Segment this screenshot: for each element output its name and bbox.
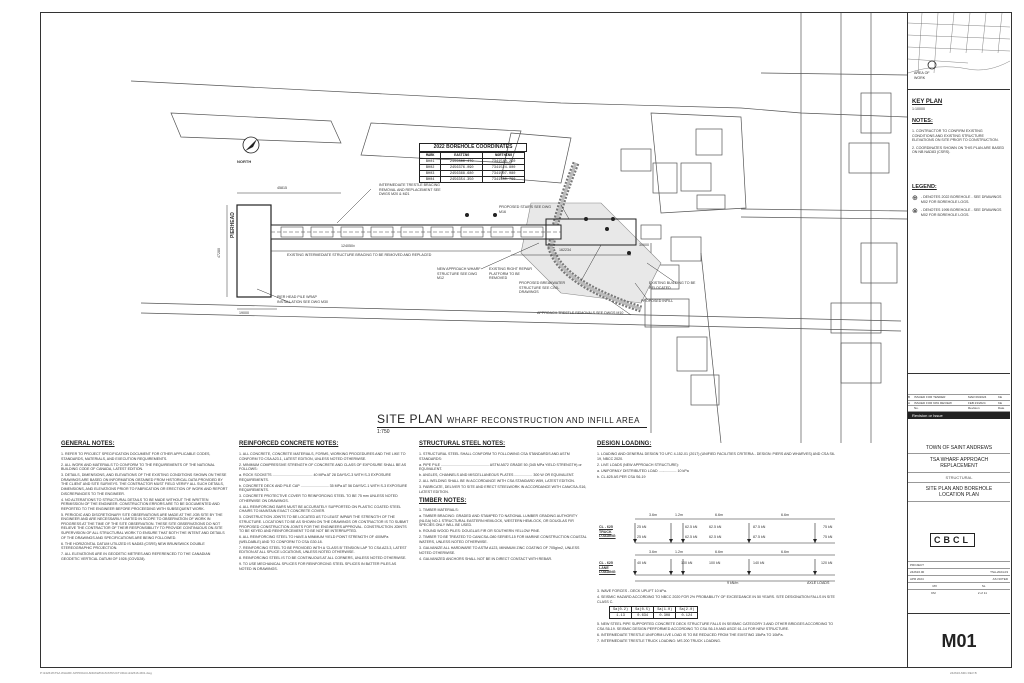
note-item: b. ANGLES, CHANNELS AND MISCELLANEOUS PLATES .................. 300 W OR EQUIVALENT.	[419, 473, 575, 478]
note-item: 3. CONCRETE PROTECTIVE COVER TO REINFORCING STEEL TO BE 75 mm UNLESS NOTED OTHERWISE ON DRAWINGS.	[239, 494, 398, 503]
truck-load: 75 kN	[823, 525, 833, 529]
north-label: NORTH	[237, 159, 252, 164]
note-item: 9. TO USE MECHANICAL SPLICES FOR REINFORCING STEEL SPLICES IN BATTER PILES AS NOTED IN DRAWINGS.	[239, 562, 397, 571]
label-pile-wrap: PIER HEAD PILE WRAP INSTALLATION SEE DWG M30	[277, 295, 328, 304]
note-item: 7. REINFORCING STEEL TO BE PROVIDED WITH A 'CLASS B' TENSION LAP TO CSA A23.3, LATEST EDITION AT ALL SPLICE LOCATIONS, UNLESS NOTED OTHERWISE.	[239, 545, 407, 555]
lane-axle: 140 kN	[753, 561, 765, 565]
bh-cell: BH01	[420, 159, 441, 165]
note-item: 1. STRUCTURAL STEEL SHALL CONFORM TO FOLLOWING CSA STANDARDS AND ASTM STANDARDS:	[419, 452, 570, 461]
note-item: 2. ALL WORK AND MATERIALS TO CONFORM TO THE REQUIREMENTS OF THE NATIONAL BUILDING CODE OF CANADA, LATEST EDITION.	[61, 462, 215, 472]
client-name: TOWN OF SAINT ANDREWS	[908, 441, 1010, 454]
note-item: 3. GALVANIZE ALL HARDWARE TO ASTM A123, MINIMUM ZINC COATING OF 705g/m2, UNLESS NOTED OTHERWISE.	[419, 546, 580, 555]
area-of-work-label: AREA OF WORK	[914, 71, 930, 80]
design-loading	[597, 441, 837, 481]
meta-value: SL	[981, 584, 986, 588]
truck-axle: 25 kN	[637, 535, 647, 539]
title-block	[908, 12, 1012, 668]
project-info	[908, 441, 1010, 502]
truck-loading-label: CL - 625 TRUCK LOADING	[599, 525, 616, 539]
rev-date: MAR 09/2024	[968, 395, 987, 399]
label-relocate: EXISTING BUILDING TO BE RELOCATED	[649, 281, 696, 290]
truck-spacing: 6.6m	[781, 513, 789, 517]
truck-axle: 87.5 kN	[753, 535, 766, 539]
cbcl-logo-text: CBCL	[930, 533, 975, 547]
sheet-title: SITE PLAN AND BOREHOLE LOCATION PLAN	[908, 483, 1010, 502]
site-plan-drawing	[41, 13, 907, 443]
bh-cell: 7341480.790	[483, 177, 525, 183]
rev-date: FEB 23/2024	[968, 400, 986, 405]
rev-desc: ISSUED FOR 90% REVIEW	[914, 400, 952, 405]
legend-title: LEGEND:	[912, 184, 937, 190]
note-item: 1. LOADING AND GENERAL DESIGN TO UFC 4-152-01 (2017) (UNIFIED FACILITIES CRITERIA - DESIGN: PIERS AND WHARVES) AND CSA S6-19, NBCC 2020.	[597, 452, 836, 461]
note-item: b. CONCRETE DECK AND PILE CAP ............................ 35 MPa AT 56 DAYS/C-1 WITH S-3 EXPOSURE REQUIREMENTS.	[239, 483, 408, 493]
note-item: 3. FABRICATE, DELIVER TO SITE AND ERECT STEELWORK IN ACCORDANCE WITH CAN/CSA-S16, LATEST EDITION.	[419, 485, 587, 494]
bh-cell: 7341540.250	[483, 159, 525, 165]
meta-value: 2	[977, 591, 980, 595]
note-item: a. PIPE PILE ................................................ ASTM A572 GRADE 50 (345 MPa YIELD STRENGTH) or EQUIVALENT.	[419, 462, 582, 472]
dim-bottom: 19000	[239, 311, 249, 315]
note-item: 7. ALL ELEVATIONS ARE IN GEODETIC METRES AND REFERENCED TO THE CANADIAN GEODETIC VERTICAL DATUM OF 1928 (CGVD28).	[61, 552, 211, 561]
revision-caption: Revision or Issue	[908, 412, 1010, 419]
note-item: a. ROCK SOCKETS ........................................ 40 MPa AT 28 DAYS/C-3 WITH S-3 EXPOSURE REQUIREMENTS.	[239, 473, 391, 482]
bh-col-mark: MARK	[420, 153, 441, 159]
rev-by: KE	[998, 395, 1003, 399]
meta-value: KM	[931, 591, 936, 595]
footer-ref: 242616-M01 REV B	[950, 671, 977, 675]
borehole-1995-icon: ⊗	[912, 208, 918, 216]
truck-axle: 62.5 kN	[685, 535, 698, 539]
lane-spacing: 1.2m	[675, 550, 683, 554]
dim-mid: 124050±	[341, 244, 355, 248]
note-item: 5. PERIODIC AND DISCRETIONARY SITE OBSERVATIONS ARE MADE AT THE JOB SITE BY THE ENGINEER AND ARE NECESSARILY LIMITED IN SCOPE TO OBSERVATION OF WORK IN PROGRESS AT THE TIME OF THE SITE OBSERVATION. THESE SITE OBSERVATIONS DO NOT RELIEVE THE CONTRACTOR OF THEIR RESPONSIBILITY TO PROVIDE CONTINUOUS ON-SITE SUPERVISION OF ALL STRUCTURAL WORK TO ENSURE THAT BOTH THE INTENT AND DETAILS OF THE DRAWINGS AND SPECIFICATIONS ARE BEING FOLLOWED.	[61, 512, 225, 540]
meta-value: 11	[983, 591, 987, 595]
meta-value: of	[980, 591, 983, 595]
note-item: 5. NEW STEEL PIPE SUPPORTED CONCRETE DECK STRUCTURE FALLS IN SEISMIC CATEGORY 3 AND OTHER BRIDGES ACCORDING TO CSA S6-19. SEISMIC DESIGN PERFORMED ACCORDING TO CSA S6-19 AND ASCE 61-14 FOR NEW STRUCTURE.	[597, 622, 834, 631]
truck-spacing: 3.6m	[649, 513, 657, 517]
meta-value: PROJECT	[910, 563, 925, 567]
plan-scale: 1:750	[377, 429, 390, 435]
truck-load: 25 kN	[637, 525, 647, 529]
drawing-number-box	[908, 613, 1010, 668]
note-item: 2. LIVE LOADS (NEW APPROACH STRUCTURE):	[597, 462, 679, 467]
lane-loading-label: CL - 625 LANE LOADING	[599, 561, 616, 575]
rev-by: Date	[998, 406, 1005, 411]
note-item: 2. MINIMUM COMPRESSIVE STRENGTH OF CONCRETE AND CLASS OF EXPOSURE SHALL BE AS FOLLOWS:	[239, 462, 407, 472]
label-trestle-removals: APPROACH TRESTLE REMOVALS SEE DWGS M10	[537, 311, 624, 315]
bh-col-northing: NORTHING	[483, 153, 525, 159]
sheet-meta	[908, 561, 1010, 596]
note-item: 1. CONTRACTOR TO CONFIRM EXISTING CONDITIONS AND EXISTING STRUCTURE ELEVATIONS ON SITE PRIOR TO CONSTRUCTION.	[912, 129, 999, 143]
plan-title-main: SITE PLAN	[377, 412, 443, 426]
note-item: 2. TIMBER TO BE TREATED TO CAN/CSA-O80 SERIES-15 FOR MARINE CONSTRUCTION COASTAL WATERS, UNLESS NOTED OTHERWISE.	[419, 535, 587, 545]
project-name: TSA WHARF APPROACH REPLACEMENT	[908, 454, 1010, 473]
dim-top: 45815	[277, 186, 287, 190]
lane-spacing: 6.6m	[715, 550, 723, 554]
note-item: 4. GALVANIZED ANCHORS SHALL NOT BE IN DIRECT CONTACT WITH REBAR.	[419, 556, 553, 561]
drawing-sheet	[40, 12, 908, 668]
label-repair-platform: EXISTING RIGHT REPAIR PLATFORM TO BE REMOVED	[489, 267, 532, 281]
legend	[912, 195, 1008, 217]
key-plan-title: KEY PLAN	[912, 99, 943, 105]
note-item: b. CL-625 AS PER CSA S6-19	[597, 474, 646, 479]
lane-spacing: 6.6m	[781, 550, 789, 554]
label-trestle-bracing: INTERMEDIATE TRESTLE BRACING REMOVAL AND REPLACEMENT SEE DWGS M20 & M21	[379, 183, 441, 197]
bh-cell: BH03	[420, 171, 441, 177]
bh-cell: BH02	[420, 165, 441, 171]
label-stairs: PROPOSED STAIRS SEE DWG M16	[499, 205, 552, 214]
seismic-value: 1.13	[610, 613, 632, 619]
truck-loading-diagram	[631, 513, 841, 553]
cbcl-logo	[930, 533, 975, 547]
plan-title	[377, 413, 640, 425]
meta-value: 242616.00	[910, 570, 925, 574]
lane-spacing: 3.6m	[649, 550, 657, 554]
legend-text: - DENOTES 1995 BOREHOLE - SEE DRAWINGS M02 FOR BOREHOLE LOGS.	[920, 208, 1002, 217]
note-item: 4. SEISMIC HAZARD ACCORDING TO NBCC 2020 FOR 2% PROBABILITY OF EXCEEDANCE IN 50 YEARS. SITE DESIGNATION FALLS IN SITE CLASS C.	[597, 594, 835, 604]
truck-spacing: 1.2m	[675, 513, 683, 517]
footer-path: P:\242616\TSA WHARF APPROACH\DRAWINGS\STRUCTURAL\242616-M01.dwg	[40, 671, 152, 675]
note-item: 3. WAVE FORCES - DECK UPLIFT 10 kPa.	[597, 589, 667, 593]
lane-axle: 100 kN	[709, 561, 721, 565]
general-notes	[61, 441, 229, 563]
meta-value: TSA-2024-03	[990, 570, 1008, 574]
drawing-number: M01	[941, 630, 977, 651]
bh-cell: BH04	[420, 177, 441, 183]
key-plan-scale: 1:10000	[912, 107, 925, 111]
axle-loads-label: AXLE LOADS	[807, 581, 830, 585]
seismic-header: Sa(0.2)	[610, 607, 632, 613]
note-item: a. TIMBER BRACING: GRADED AND STAMPED TO NATIONAL LUMBER GRADING AUTHORITY (NLGA) NO.1 STRUCTURAL EASTERN HEMLOCK, WESTERN HEMLOCK, OR DOUGLAS FIR SPECIES ONLY WILL BE USED.	[419, 514, 578, 528]
table-row	[420, 177, 525, 183]
lane-udl: 9 kN/m	[727, 581, 739, 585]
borehole-table	[419, 143, 527, 183]
seismic-header: Sa(0.5)	[632, 607, 654, 613]
note-item: 8. REINFORCING STEEL IS TO BE CONTINUOUS AT ALL CORNERS, UNLESS NOTED OTHERWISE.	[239, 556, 407, 561]
borehole-table-title: 2022 BOREHOLE COORDINATES	[419, 143, 527, 152]
design-loading-cont	[597, 589, 837, 645]
note-item: 4. NO ALTERATIONS TO STRUCTURAL DETAILS TO BE MADE WITHOUT THE WRITTEN PERMISSION OF THE ENGINEER. CONSTRUCTION ERRORS ARE TO BE DOCUMENTED AND REPORTED TO THE ENGINEER BEFORE PROCEEDING WITH SUBSEQUENT WORK.	[61, 497, 220, 511]
bh-cell: 2456354.350	[441, 177, 483, 183]
steel-notes	[419, 441, 589, 563]
steel-notes-title: STRUCTURAL STEEL NOTES:	[419, 441, 506, 447]
legend-text: - DENOTES 2022 BOREHOLE - SEE DRAWINGS M02 FOR BOREHOLE LOGS.	[920, 195, 1002, 204]
seismic-value: 0.308	[654, 613, 676, 619]
seismic-table	[609, 606, 698, 619]
label-infill: PROPOSED INFILL	[641, 299, 674, 303]
note-item: a. UNIFORMLY DISTRIBUTED LOAD .................. 10 kPa	[597, 468, 689, 473]
label-new-approach: NEW APPROACH WHARF STRUCTURE SEE DWG M12	[437, 267, 481, 281]
borehole-2022-icon: ⊕	[912, 195, 918, 202]
seismic-header: Sa(1.0)	[654, 607, 676, 613]
timber-notes-title: TIMBER NOTES:	[419, 498, 467, 505]
notes-title: NOTES:	[912, 118, 933, 124]
plan-title-sub: WHARF RECONSTRUCTION AND INFILL AREA	[446, 416, 640, 425]
note-item: 1. REFER TO PROJECT SPECIFICATION DOCUMENT FOR OTHER APPLICABLE CODES, STANDARDS, MATERIALS, AND EXECUTION REQUIREMENTS.	[61, 452, 211, 461]
rev-no: A	[908, 400, 911, 405]
truck-axle: 62.5 kN	[709, 535, 722, 539]
lane-axle: 40 kN	[637, 561, 647, 565]
concrete-notes-title: REINFORCED CONCRETE NOTES:	[239, 441, 339, 447]
meta-value: MX	[932, 584, 937, 588]
seismic-value: 0.124	[676, 613, 698, 619]
seismic-value: 0.634	[632, 613, 654, 619]
dim-right2: 30600	[639, 243, 649, 247]
pierhead-label: PIERHEAD	[230, 212, 236, 238]
legend-item	[912, 195, 1008, 204]
revision-block	[908, 373, 1010, 419]
bh-cell: 7341507.080	[483, 171, 525, 177]
seismic-header: Sa(2.0)	[676, 607, 698, 613]
bh-cell: 2456386.470	[441, 159, 483, 165]
note-item: 7. INTERMEDIATE TRESTLE TRUCK LOADING: MS 200 TRUCK LOADING.	[597, 638, 721, 643]
truck-load: 87.5 kN	[753, 525, 766, 529]
note-item: 6. THE HORIZONTAL DATUM UTILIZED IS NAD83 (CSRS) NEW BRUNSWICK DOUBLE STEREOGRAPHIC PROJECTION.	[61, 541, 205, 551]
truck-axle: 75 kN	[823, 535, 833, 539]
legend-item	[912, 208, 1008, 217]
rev-desc: ISSUED FOR TENDER	[914, 395, 946, 399]
discipline: STRUCTURAL	[908, 473, 1010, 483]
note-item: 2. ALL WELDING SHALL BE IN ACCORDANCE WITH CSA STANDARD W59, LATEST EDITION.	[419, 479, 575, 484]
label-breakwater: PROPOSED BREAKWATER STRUCTURE SEE CIVIL DRAWINGS	[519, 281, 566, 295]
bh-cell: 2456376.090	[441, 165, 483, 171]
note-item: b. ROUND WOOD PILES: DOUGLAS FIR OR SOUTHERN YELLOW PINE.	[419, 529, 541, 534]
label-existing-bracing: EXISTING INTERMEDIATE STRUCTURE BRACING TO BE REMOVED AND REPLACED	[287, 253, 432, 257]
note-item: 1. TIMBER MATERIALS:	[419, 508, 459, 513]
meta-value: AS NOTED	[992, 577, 1008, 581]
design-loading-title: DESIGN LOADING:	[597, 441, 652, 447]
rev-desc: No.	[914, 406, 919, 411]
concrete-notes	[239, 441, 409, 573]
bh-cell: 2456368.680	[441, 171, 483, 177]
note-item: 6. INTERMEDIATE TRESTLE UNIFORM LIVE LOAD IS TO BE REDUCED FROM THE EXISTING 15kPa TO 10kPa.	[597, 632, 784, 637]
lane-axle: 120 kN	[821, 561, 833, 565]
dim-right: 162234	[559, 248, 571, 252]
truck-load: 62.5 kN	[685, 525, 698, 529]
dim-side: 47280	[217, 248, 221, 258]
note-item: 2. COORDINATES SHOWN ON THIS PLAN ARE BASED ON NB NAD83 (CSRS).	[912, 145, 1005, 155]
note-item: 1. ALL CONCRETE, CONCRETE MATERIALS, FORMS, WORKING PROCEDURES AND THE LIKE TO CONFORM TO CSA A23.1, LATEST EDITION, UNLESS NOTED OTHERWISE.	[239, 452, 406, 461]
bh-col-easting: EASTING	[441, 153, 483, 159]
meta-value: APR 2024	[910, 577, 924, 581]
note-item: 5. CONSTRUCTION JOINTS TO BE LOCATED AS TO LEAST IMPAIR THE STRENGTH OF THE STRUCTURE. LOCATIONS TO BE AS SHOWN ON THE DRAWINGS OR CONTRACTOR IS TO SUBMIT PROPOSED CONSTRUCTION JOINTS FOR THE ENGINEERS APPROVAL. CONSTRUCTION JOINTS TO BE KEYED AND REINFORCEMENT TO BE NOT BE INTERRUPTED.	[239, 515, 409, 534]
rev-by: KE	[998, 400, 1003, 405]
note-item: 3. DETAILS, DIMENSIONS, AND ELEVATIONS OF THE EXISTING CONDITIONS SHOWN ON THESE DRAWINGS ARE BASED ON INFORMATION OBTAINED FROM HISTORICAL DATA PROVIDED BY THE CLIENT AND SITE SURVEYS. THE CONTRACTOR MUST FIELD VERIFY ALL SUCH DETAILS, DIMENSIONS, AND ELEVATIONS PRIOR TO FABRICATION OR ERECTION OF WORK AND REPORT DISCREPANCIES TO THE ENGINEER.	[61, 473, 228, 496]
general-notes-title: GENERAL NOTES:	[61, 441, 115, 447]
note-item: 6. ALL REINFORCING STEEL TO HAVE A MINIMUM YIELD POINT STRENGTH OF 400MPa (WELDABLE) AND TO CONFORM TO CSA G30.18.	[239, 535, 389, 544]
lane-axle: 100 kN	[681, 561, 693, 565]
rev-date: Revision	[968, 406, 980, 411]
bh-cell: 7341524.800	[483, 165, 525, 171]
truck-load: 62.5 kN	[709, 525, 722, 529]
note-item: 4. ALL REINFORCING BARS MUST BE ACCURATELY SUPPORTED ON PLASTIC COATED STEEL CHAIRS TO MAINTAIN EXACT CONCRETE COVER.	[239, 504, 401, 514]
rev-no: B	[908, 395, 911, 399]
truck-spacing: 6.6m	[715, 513, 723, 517]
plan-title-underline	[377, 427, 647, 428]
